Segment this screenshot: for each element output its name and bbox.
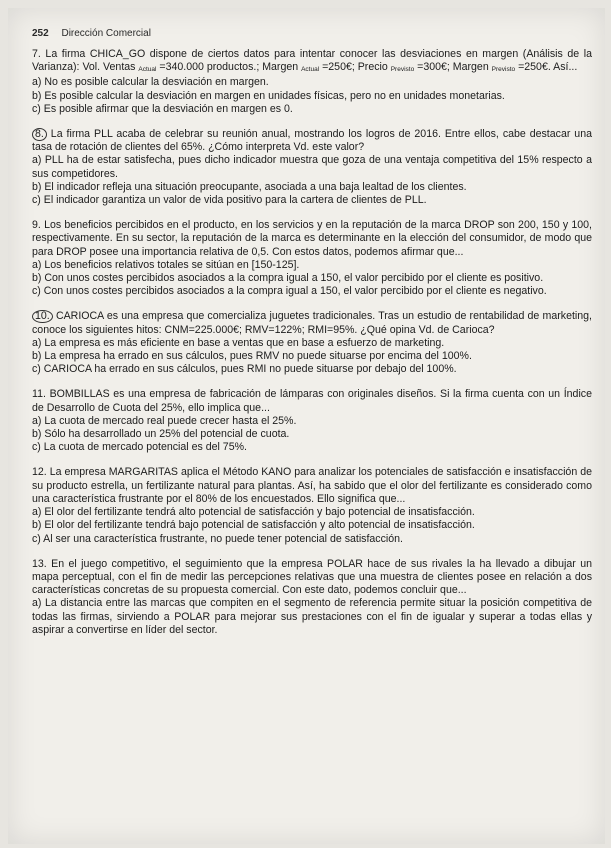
question-stem: 12. La empresa MARGARITAS aplica el Método KANO para analizar los potenciales de satisfacción e insatisfacción de su producto estrella, un fertilizante natural para plantas. Así, ha sabido que el olor del fertilizante es considerado como una característica frustrante por el 80% de los encuestados. Ello significa que... <box>32 466 592 505</box>
question-number-circled: 8. <box>32 128 47 141</box>
answer-option-c: c) La cuota de mercado potencial es del 75%. <box>32 441 247 454</box>
answer-option-c: c) CARIOCA ha errado en sus cálculos, pues RMI no puede situarse por debajo del 100%. <box>32 363 457 376</box>
question-stem: 8. La firma PLL acaba de celebrar su reunión anual, mostrando los logros de 2016. Entre ellos, cabe destacar una tasa de rotación de clientes del 65%. ¿Cómo interpreta Vd. este valor? <box>32 128 592 154</box>
answer-option-a: a) El olor del fertilizante tendrá alto potencial de satisfacción y bajo potencial de insatisfacción. <box>32 506 475 519</box>
question-9 <box>32 219 592 298</box>
question-stem: 10. CARIOCA es una empresa que comercializa juguetes tradicionales. Tras un estudio de rentabilidad de marketing, conoce los siguientes hitos: CNM=225.000€; RMV=122%; RMI=95%. ¿Qué opina Vd. de Carioca? <box>32 310 592 336</box>
page-number: 252 <box>32 28 49 39</box>
question-10 <box>32 310 592 376</box>
book-page <box>8 8 605 844</box>
answer-option-a: a) La empresa es más eficiente en base a ventas que en base a esfuerzo de marketing. <box>32 336 445 349</box>
answer-option-c: c) Al ser una característica frustrante, no puede tener potencial de satisfacción. <box>32 532 403 545</box>
answer-option-b: b) Es posible calcular la desviación en margen en unidades físicas, pero no en unidades monetarias. <box>32 89 505 102</box>
answer-option-a: a) Los beneficios relativos totales se sitúan en [150-125]. <box>32 258 300 271</box>
question-12 <box>32 466 592 545</box>
page-header <box>32 28 151 39</box>
answer-option-b: b) Sólo ha desarrollado un 25% del potencial de cuota. <box>32 428 290 441</box>
question-13 <box>32 558 592 637</box>
answer-option-a: a) La distancia entre las marcas que compiten en el segmento de referencia permite situar la posición competitiva de todas las firmas, sirviendo a POLAR para mejorar sus prestaciones con el fin de igualar y superar a todas ellas y aspirar a convertirse en líder del sector. <box>32 597 592 636</box>
question-number-circled: 10. <box>32 310 53 323</box>
question-stem: 7. La firma CHICA_GO dispone de ciertos datos para intentar conocer las desviaciones en margen (Análisis de la Varianza): Vol. Ventas $_{Actual}$ =340.000 productos.; Margen $_{Actual}$ =250€; Precio $_{Previsto}$ =300€; Margen $_{Previsto}$ =250€. Así... <box>32 48 592 74</box>
answer-option-b: b) El olor del fertilizante tendrá bajo potencial de satisfacción y alto potencial de insatisfacción. <box>32 519 475 532</box>
answer-option-a: a) No es posible calcular la desviación en margen. <box>32 76 269 89</box>
running-title: Dirección Comercial <box>61 28 151 39</box>
question-stem: 13. En el juego competitivo, el seguimiento que la empresa POLAR hace de sus rivales la ha llevado a dibujar un mapa perceptual, con el fin de medir las percepciones relativas que una muestra de clientes posee en relación a dos características concretas de su propuesta comercial. Con este dato, podemos concluir que... <box>32 557 592 597</box>
question-stem: 9. Los beneficios percibidos en el producto, en los servicios y en la reputación de la marca DROP son 200, 150 y 100, respectivamente. En su sector, la reputación de la marca es determinante en la elección del consumidor, de modo que para DROP posee una importancia relativa de 0,5. Con estos datos, podemos afirmar que... <box>32 219 592 258</box>
question-11 <box>32 388 592 454</box>
answer-option-c: c) El indicador garantiza un valor de vida positivo para la cartera de clientes de PLL. <box>32 194 427 207</box>
answer-option-c: c) Con unos costes percibidos asociados a la compra igual a 150, el valor percibido por el cliente es negativo. <box>32 285 547 298</box>
question-8 <box>32 128 592 207</box>
answer-option-a: a) PLL ha de estar satisfecha, pues dicho indicador muestra que goza de una ventaja competitiva del 15% respecto a sus competidores. <box>32 154 592 180</box>
question-7 <box>32 48 592 116</box>
question-list <box>32 48 592 649</box>
answer-option-a: a) La cuota de mercado real puede crecer hasta el 25%. <box>32 414 297 427</box>
answer-option-c: c) Es posible afirmar que la desviación en margen es 0. <box>32 102 293 115</box>
question-stem: 11. BOMBILLAS es una empresa de fabricación de lámparas con originales diseños. Si la firma cuenta con un Índice de Desarrollo de Cuota del 25%, ello implica que... <box>32 388 592 414</box>
answer-option-b: b) El indicador refleja una situación preocupante, asociada a una baja lealtad de los clientes. <box>32 180 467 193</box>
answer-option-b: b) Con unos costes percibidos asociados a la compra igual a 150, el valor percibido por el cliente es positivo. <box>32 272 544 285</box>
answer-option-b: b) La empresa ha errado en sus cálculos, pues RMV no puede situarse por encima del 100%. <box>32 350 472 363</box>
